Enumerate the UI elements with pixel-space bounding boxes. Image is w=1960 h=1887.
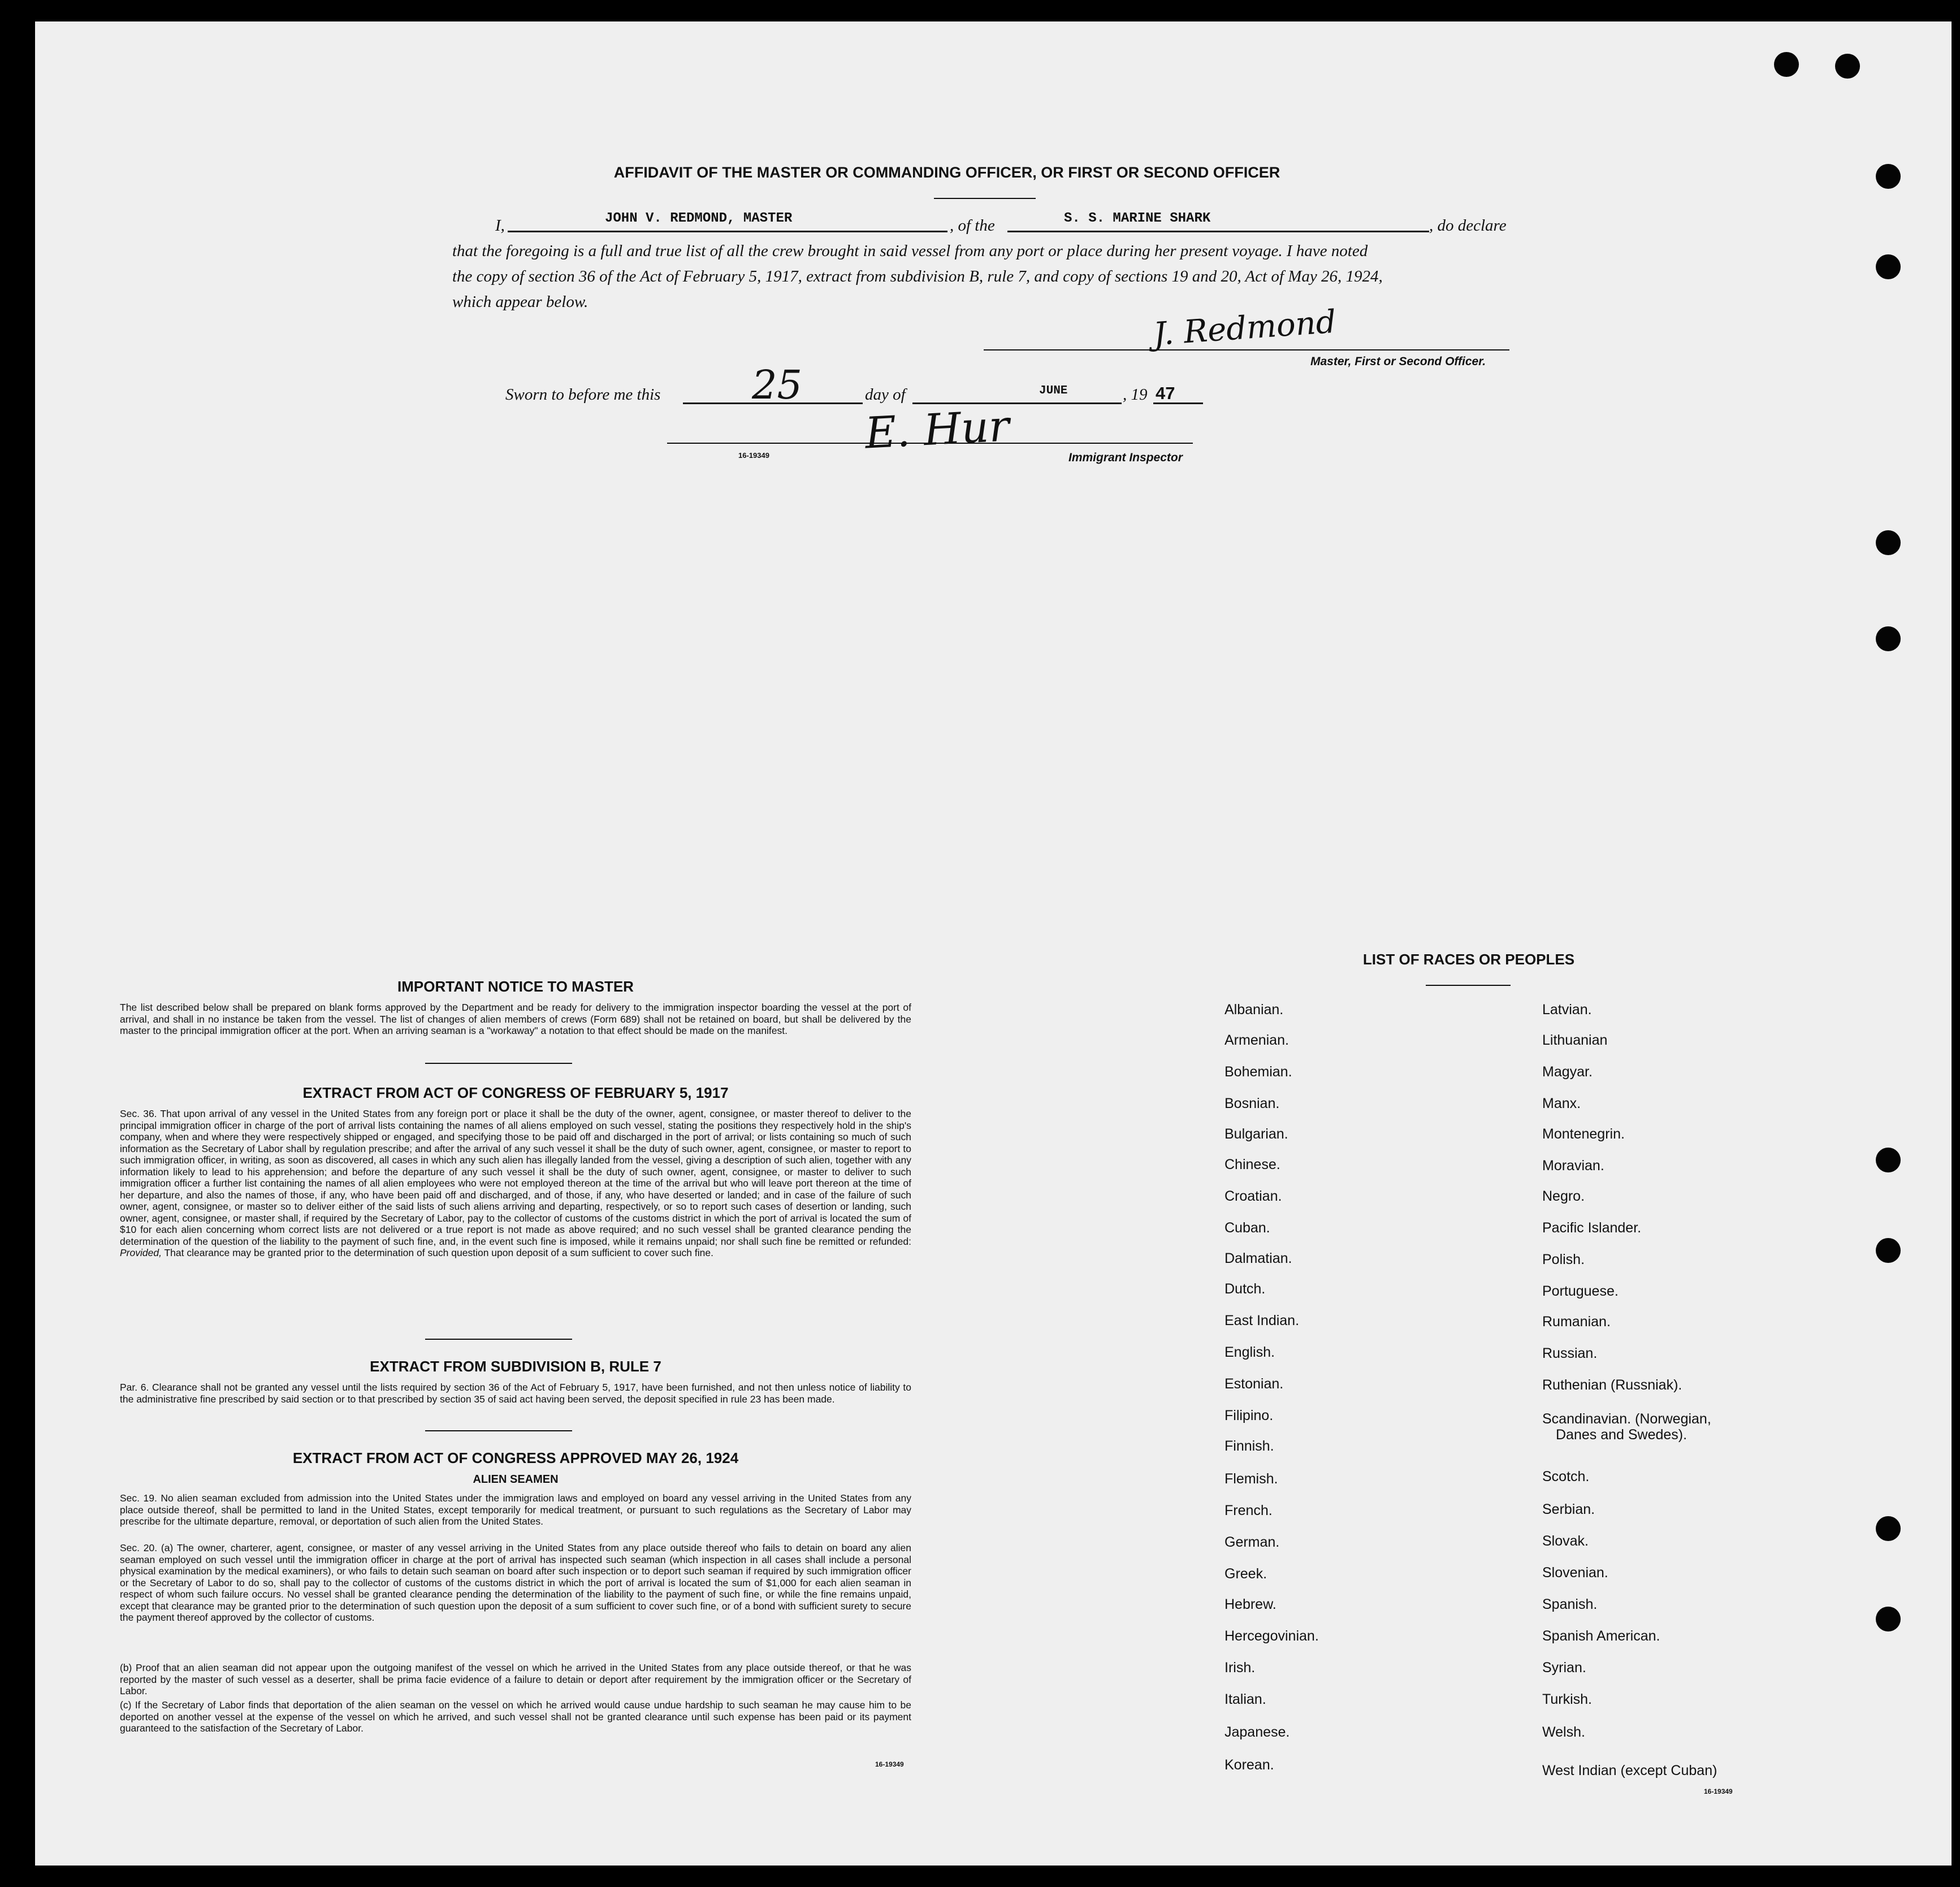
master-name-field[interactable]: JOHN V. REDMOND, MASTER: [605, 211, 793, 226]
punch-hole: [1876, 254, 1901, 279]
race-item: Lithuanian: [1542, 1032, 1608, 1048]
master-name-line: [508, 231, 947, 232]
affidavit-form-number: 16-19349: [738, 451, 769, 460]
extract-1917-body: [120, 1108, 911, 1259]
race-item: Dalmatian.: [1225, 1250, 1292, 1266]
notice-title: IMPORTANT NOTICE TO MASTER: [397, 978, 634, 995]
race-item: Chinese.: [1225, 1157, 1280, 1172]
extract-1924-subtitle: ALIEN SEAMEN: [473, 1473, 559, 1486]
extract-1917-provided: Provided,: [120, 1247, 162, 1258]
sworn-day-field[interactable]: 25: [752, 362, 803, 408]
race-item: Spanish.: [1542, 1596, 1598, 1612]
race-item: Bohemian.: [1225, 1064, 1292, 1080]
inspector-caption: Immigrant Inspector: [1068, 451, 1183, 464]
vessel-name-line: [1007, 231, 1429, 232]
extract-1924-sec20c: (c) If the Secretary of Labor finds that deportation of the alien seaman on the vessel on which he arrived would cause undue hardship to such seaman he may cause him to be deported on another vessel at the expense of the vessel on which he arrived, and such vessel shall not be granted clearance until such expense has been paid or its payment guaranteed to the satisfaction of the Secretary of Labor.: [120, 1699, 911, 1734]
of-the-label: , of the: [950, 217, 995, 235]
race-item: Turkish.: [1542, 1691, 1592, 1707]
race-item: German.: [1225, 1534, 1280, 1550]
year-field[interactable]: 47: [1156, 383, 1175, 403]
affidavit-body-line1: that the foregoing is a full and true list of all the crew brought in said vessel from any port or place during her present voyage. I have noted: [452, 242, 1368, 260]
inspector-signature: E. Hur: [863, 400, 1011, 458]
title-rule: [934, 198, 1036, 199]
race-item: Rumanian.: [1542, 1314, 1611, 1330]
race-item: Ruthenian (Russniak).: [1542, 1377, 1682, 1393]
race-item: Korean.: [1225, 1757, 1274, 1773]
race-item: Portuguese.: [1542, 1283, 1619, 1299]
race-item: Bosnian.: [1225, 1096, 1280, 1111]
master-signature-line: [984, 349, 1509, 350]
race-item: East Indian.: [1225, 1313, 1300, 1328]
race-item: Finnish.: [1225, 1438, 1274, 1454]
day-of-label: day of: [865, 386, 906, 404]
sworn-month-field[interactable]: JUNE: [1039, 384, 1068, 397]
race-item: French.: [1225, 1503, 1273, 1518]
race-item: Slovenian.: [1542, 1565, 1608, 1581]
race-item: Dutch.: [1225, 1281, 1266, 1297]
race-item: Greek.: [1225, 1566, 1267, 1582]
race-item: Latvian.: [1542, 1002, 1592, 1018]
race-item: Spanish American.: [1542, 1628, 1660, 1644]
race-item: Flemish.: [1225, 1471, 1278, 1487]
race-item: Filipino.: [1225, 1408, 1274, 1423]
race-item: Scandinavian. (Norwegian,: [1542, 1411, 1711, 1427]
races-title: LIST OF RACES OR PEOPLES: [1362, 951, 1575, 968]
race-item: Cuban.: [1225, 1220, 1270, 1236]
race-item: Armenian.: [1225, 1032, 1289, 1048]
race-item: Hebrew.: [1225, 1596, 1277, 1612]
extract-1924-sec19: Sec. 19. No alien seaman excluded from admission into the United States under the immigration laws and employed on board any vessel arriving in the United States from any place outside thereof, shall be permitted to land in the United States, except temporarily for medical treatment, or pursuant to such regulations as the Secretary of Labor may prescribe for the ultimate departure, removal, or deportation of such alien from the United States.: [120, 1492, 911, 1527]
race-item: Serbian.: [1542, 1501, 1595, 1517]
vessel-name-field[interactable]: S. S. MARINE SHARK: [1064, 211, 1211, 226]
rule7-title: EXTRACT FROM SUBDIVISION B, RULE 7: [370, 1358, 661, 1375]
punch-hole: [1876, 1607, 1901, 1631]
race-item: Welsh.: [1542, 1724, 1585, 1740]
race-item: Hercegovinian.: [1225, 1628, 1319, 1644]
punch-hole: [1876, 530, 1901, 555]
extract-1917-end: That clearance may be granted prior to the determination of such question upon deposit of a sum sufficient to cover such fine.: [164, 1247, 713, 1258]
do-declare-label: , do declare: [1429, 217, 1507, 235]
race-item: Japanese.: [1225, 1724, 1290, 1740]
race-item: Croatian.: [1225, 1188, 1282, 1204]
notice-rule: [425, 1063, 572, 1064]
race-item: Moravian.: [1542, 1158, 1604, 1174]
race-item: Estonian.: [1225, 1376, 1284, 1392]
punch-hole: [1835, 54, 1860, 79]
race-item: Montenegrin.: [1542, 1126, 1625, 1142]
race-item: Russian.: [1542, 1345, 1598, 1361]
affidavit-body-line3: which appear below.: [452, 293, 589, 311]
extract-1917-text: Sec. 36. That upon arrival of any vessel in the United States from any foreign port or place it shall be the duty of the owner, agent, consignee, or master thereof to deliver to the principal immigration officer in charge of the port of arrival lists containing the names of all aliens employed on such vessel, stating the positions they respectively hold in the ship's company, when and where they were respectively shipped or engaged, and specifying those to be paid off and discharged in the port of arrival; or lists containing so much of such information as the Secretary of Labor shall by regulation prescribe; and after the arrival of any such vessel it shall be the duty of such owner, agent, consignee, or master to report to such immigration officer, in writing, as soon as discovered, all cases in which any such alien has illegally landed from the vessel, giving a description of such alien, together with any information likely to lead to his apprehension; and before the departure of any such vessel it shall be the duty of such owner, agent, consignee, or master to deliver to such immigration officer a further list containing the names of all alien employees who were not employed thereon at the time of the arrival but who will leave port thereon at the time of her departure, and also the names of those, if any, who have been paid off and discharged, and of those, if any, who have deserted or landed; and in case of the failure of such owner, agent, consignee, or master so to deliver either of the said lists of such aliens arriving and departing, respectively, or so to report such cases of desertion or landing, such owner, agent, consignee, or master shall, if required by the Secretary of Labor, pay to the collector of customs of the customs district in which the port of arrival is located the sum of $10 for each alien concerning whom correct lists are not delivered or a true report is not made as above required; and no such vessel shall be granted clearance pending the determination of the question of the liability to the payment of such fine, and, in the event such fine is imposed, while it remains unpaid; nor shall such fine be remitted or refunded:: [120, 1108, 911, 1247]
punch-hole: [1876, 1148, 1901, 1172]
race-item: Slovak.: [1542, 1533, 1589, 1549]
races-rule: [1426, 985, 1511, 986]
affidavit-body-line2: the copy of section 36 of the Act of February 5, 1917, extract from subdivision B, rule 7, and copy of sections 19 and 20, Act of May 26, 1924,: [452, 267, 1383, 285]
affidavit-title: AFFIDAVIT OF THE MASTER OR COMMANDING OFFICER, OR FIRST OR SECOND OFFICER: [613, 164, 1280, 181]
year-line: [1153, 402, 1203, 404]
punch-hole: [1774, 52, 1799, 77]
races-form-number: 16-19349: [1704, 1788, 1733, 1795]
race-item: English.: [1225, 1344, 1275, 1360]
race-item: Magyar.: [1542, 1064, 1593, 1080]
punch-hole: [1876, 626, 1901, 651]
rule7-rule: [425, 1430, 572, 1431]
extract-1917-rule: [425, 1339, 572, 1340]
sworn-label: Sworn to before me this: [505, 386, 661, 404]
race-item: Albanian.: [1225, 1002, 1284, 1018]
race-item: Danes and Swedes).: [1556, 1427, 1688, 1443]
punch-hole: [1876, 1516, 1901, 1541]
notice-body: The list described below shall be prepared on blank forms approved by the Department and be ready for delivery to the immigration inspector boarding the vessel at the port of arrival, and shall in no instance be taken from the vessel. The list of changes of alien members of crews (Form 689) shall not be retained on board, but shall be delivered by the master to the principal immigration officer at the port. When an arriving seaman is a "workaway" a notation to that effect should be made on the manifest.: [120, 1002, 911, 1036]
punch-hole: [1876, 164, 1901, 189]
punch-hole: [1876, 1238, 1901, 1263]
rule7-body: Par. 6. Clearance shall not be granted any vessel until the lists required by section 36 of the Act of February 5, 1917, have been furnished, and not then unless notice of liability to the administrative fine prescribed by said section or to that prescribed by section 35 of said act having been served, the deposit specified in rule 23 has been made.: [120, 1382, 911, 1405]
race-item: Polish.: [1542, 1252, 1585, 1267]
race-item: West Indian (except Cuban): [1542, 1763, 1717, 1778]
race-item: Negro.: [1542, 1188, 1585, 1204]
race-item: Scotch.: [1542, 1469, 1590, 1485]
race-item: Irish.: [1225, 1660, 1256, 1676]
extract-1924-form-number: 16-19349: [875, 1760, 904, 1768]
inspector-signature-line: [667, 443, 1193, 444]
extract-1924-sec20b: (b) Proof that an alien seaman did not appear upon the outgoing manifest of the vessel on which he arrived in the United States from any place outside thereof, or that he was reported by the master of such vessel as a deserter, shall be prima facie evidence of a failure to detain or deport after requirement by the immigration officer or the Secretary of Labor.: [120, 1662, 911, 1696]
race-item: Italian.: [1225, 1691, 1266, 1707]
extract-1924-sec20a: Sec. 20. (a) The owner, charterer, agent, consignee, or master of any vessel arriving in the United States from any place outside thereof who fails to detain on board any alien seaman employed on such vessel until the immigration officer in charge at the port of arrival has inspected such seaman (which inspection in all cases shall include a personal physical examination by the medical examiners), or who fails to detain such seaman on board after such inspection or to deport such seaman if required by such immigration officer or the Secretary of Labor to do so, shall pay to the collector of customs of the customs district in which the port of arrival is located the sum of $1,000 for each alien seaman in respect of whom such failure occurs. No vessel shall be granted clearance pending the determination of the liability to the payment of such fine, or while the fine remains unpaid, except that clearance may be granted prior to the determination of such question upon the deposit of a sum sufficient to cover such fine, or of a bond with sufficient surety to secure the payment thereof approved by the collector of customs.: [120, 1542, 911, 1623]
extract-1924-title: EXTRACT FROM ACT OF CONGRESS APPROVED MAY 26, 1924: [292, 1449, 739, 1466]
extract-1917-title: EXTRACT FROM ACT OF CONGRESS OF FEBRUARY 5, 1917: [302, 1084, 729, 1101]
year-prefix: , 19: [1123, 386, 1148, 404]
i-label: I,: [495, 217, 505, 235]
master-caption: Master, First or Second Officer.: [1310, 355, 1486, 368]
race-item: Pacific Islander.: [1542, 1220, 1642, 1236]
master-signature: J. Redmond: [1152, 303, 1338, 353]
race-item: Syrian.: [1542, 1660, 1586, 1676]
race-item: Bulgarian.: [1225, 1126, 1288, 1142]
race-item: Manx.: [1542, 1096, 1581, 1111]
